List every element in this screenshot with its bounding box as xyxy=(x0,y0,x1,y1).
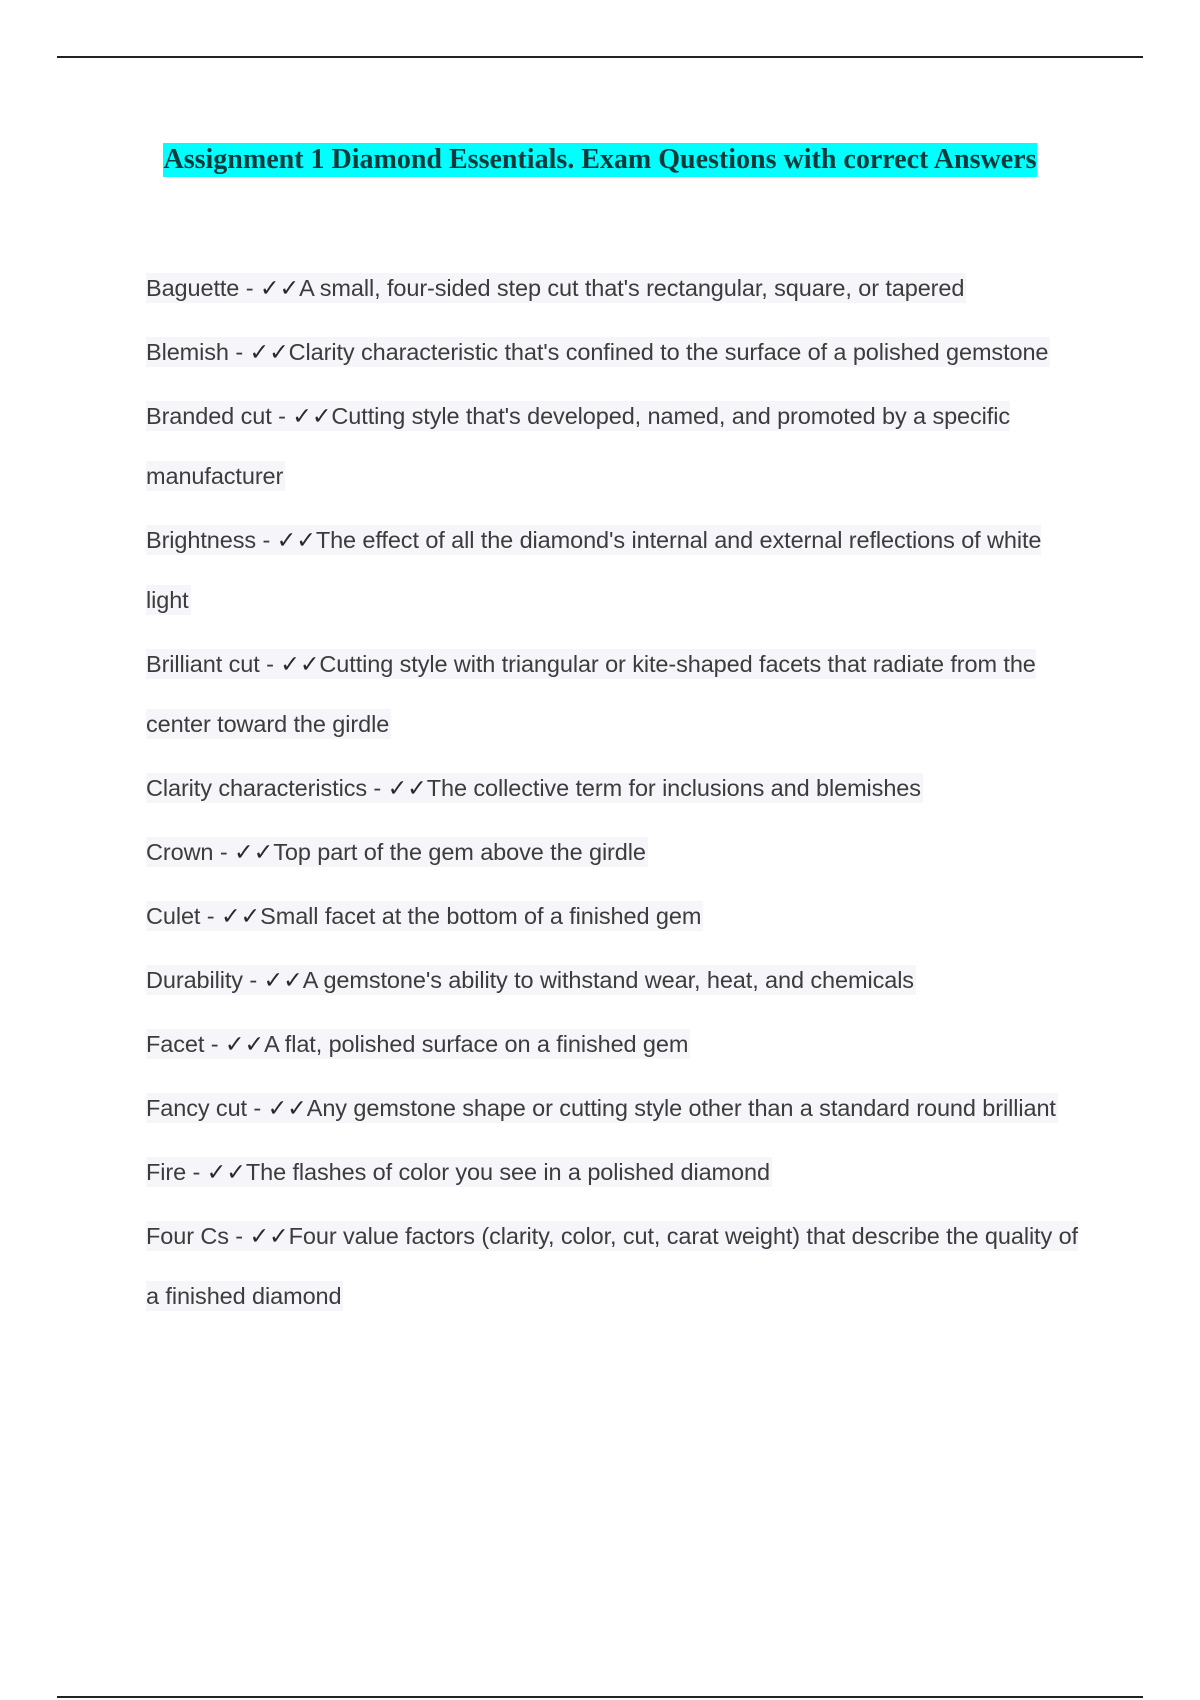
term-definition: Small facet at the bottom of a finished gem xyxy=(260,903,702,929)
list-item xyxy=(146,950,1086,1010)
term-separator: - xyxy=(271,403,293,429)
list-item xyxy=(146,258,1086,318)
term-name: Four Cs xyxy=(146,1223,229,1249)
title-container xyxy=(0,143,1200,177)
term-definition: Cutting style with triangular or kite-shaped facets that radiate from the center toward the girdle xyxy=(146,651,1036,737)
list-item xyxy=(146,822,1086,882)
term-name: Brightness xyxy=(146,527,257,553)
list-item xyxy=(146,1206,1086,1326)
term-name: Baguette xyxy=(146,275,240,301)
term-name: Crown xyxy=(146,839,214,865)
list-item xyxy=(146,1014,1086,1074)
bottom-rule xyxy=(57,1696,1143,1698)
term-name: Brilliant cut xyxy=(146,651,260,677)
term-separator: - xyxy=(200,903,221,929)
check-mark-icon: ✓✓ xyxy=(280,651,320,677)
check-mark-icon: ✓✓ xyxy=(263,967,303,993)
term-definition: Clarity characteristic that's confined to the surface of a polished gemstone xyxy=(288,339,1049,365)
term-name: Durability xyxy=(146,967,243,993)
term-separator: - xyxy=(228,1223,250,1249)
term-definition: Cutting style that's developed, named, and promoted by a specific manufacturer xyxy=(146,403,1011,489)
term-separator: - xyxy=(228,339,250,365)
term-definition: Any gemstone shape or cutting style other than a standard round brilliant xyxy=(306,1095,1056,1121)
term-separator: - xyxy=(213,839,235,865)
term-definition: A small, four-sided step cut that's rectangular, square, or tapered xyxy=(299,275,965,301)
term-separator: - xyxy=(239,275,260,301)
check-mark-icon: ✓✓ xyxy=(276,527,316,553)
check-mark-icon: ✓✓ xyxy=(249,1223,289,1249)
term-separator: - xyxy=(204,1031,225,1057)
term-name: Fire xyxy=(146,1159,187,1185)
term-separator: - xyxy=(246,1095,268,1121)
list-item xyxy=(146,634,1086,754)
check-mark-icon: ✓✓ xyxy=(220,903,261,929)
term-definition: Top part of the gem above the girdle xyxy=(273,839,646,865)
term-definition: A flat, polished surface on a finished gem xyxy=(264,1031,689,1057)
check-mark-icon: ✓✓ xyxy=(249,339,289,365)
term-name: Culet xyxy=(146,903,201,929)
list-item xyxy=(146,386,1086,506)
list-item xyxy=(146,1142,1086,1202)
glossary-list xyxy=(146,258,1086,1330)
term-definition: The effect of all the diamond's internal and external reflections of white light xyxy=(146,527,1042,613)
list-item xyxy=(146,510,1086,630)
term-separator: - xyxy=(256,527,277,553)
list-item xyxy=(146,758,1086,818)
check-mark-icon: ✓✓ xyxy=(267,1095,307,1121)
check-mark-icon: ✓✓ xyxy=(387,775,427,801)
term-definition: The collective term for inclusions and blemishes xyxy=(426,775,921,801)
term-name: Blemish xyxy=(146,339,229,365)
term-name: Facet xyxy=(146,1031,205,1057)
term-definition: A gemstone's ability to withstand wear, heat, and chemicals xyxy=(302,967,914,993)
list-item xyxy=(146,886,1086,946)
check-mark-icon: ✓✓ xyxy=(234,839,274,865)
term-definition: The flashes of color you see in a polished diamond xyxy=(245,1159,770,1185)
term-separator: - xyxy=(259,651,281,677)
term-separator: - xyxy=(367,775,388,801)
check-mark-icon: ✓✓ xyxy=(259,275,300,301)
top-rule xyxy=(57,56,1143,58)
term-separator: - xyxy=(242,967,264,993)
term-name: Fancy cut xyxy=(146,1095,247,1121)
list-item xyxy=(146,1078,1086,1138)
check-mark-icon: ✓✓ xyxy=(206,1159,246,1185)
term-name: Branded cut xyxy=(146,403,272,429)
term-name: Clarity characteristics xyxy=(146,775,367,801)
check-mark-icon: ✓✓ xyxy=(292,403,332,429)
page-title: Assignment 1 Diamond Essentials. Exam Questions with correct Answers xyxy=(163,144,1037,175)
list-item xyxy=(146,322,1086,382)
term-definition: Four value factors (clarity, color, cut, carat weight) that describe the quality of a finished diamond xyxy=(146,1223,1078,1309)
check-mark-icon: ✓✓ xyxy=(224,1031,265,1057)
term-separator: - xyxy=(186,1159,207,1185)
